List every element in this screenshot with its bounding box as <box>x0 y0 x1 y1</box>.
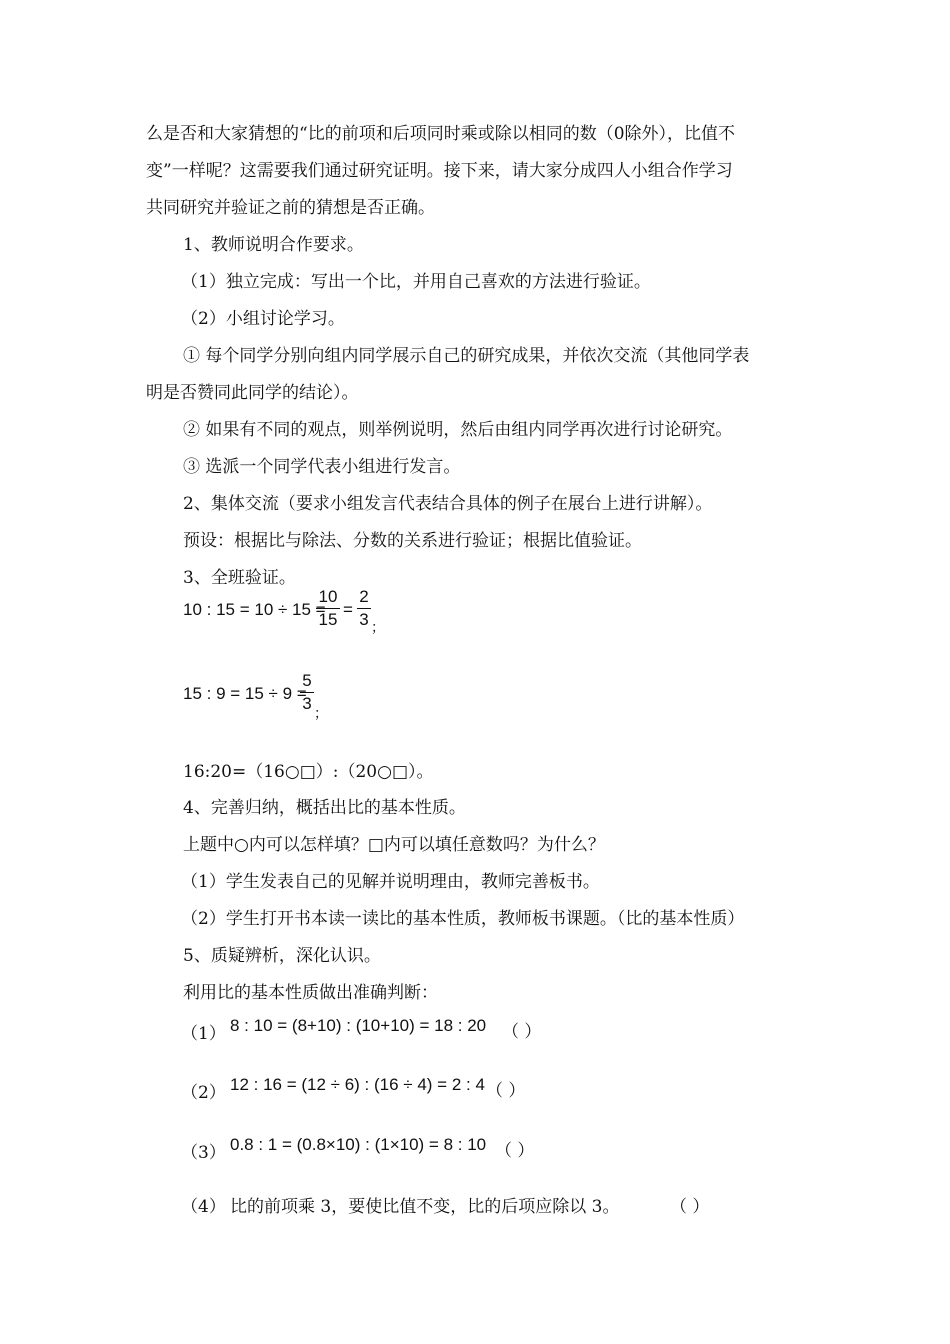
fraction-2-3 <box>357 588 371 629</box>
paragraph-line: 么是否和大家猜想的“比的前项和后项同时乘或除以相同的数（0除外），比值不 <box>146 124 736 144</box>
answer-paren: （ ） <box>670 1197 710 1217</box>
paragraph-line: （2）小组讨论学习。 <box>181 309 345 329</box>
item-expression: 0.8 : 1 = (0.8×10) : (1×10) = 8 : 10 <box>230 1135 487 1154</box>
equals-sign: = <box>343 600 353 619</box>
item-label: （3） <box>181 1143 226 1163</box>
semicolon: ； <box>314 706 328 722</box>
paragraph-line: （2）学生打开书本读一读比的基本性质，教师板书课题。（比的基本性质） <box>181 909 745 929</box>
answer-paren: （ ） <box>486 1081 526 1101</box>
paragraph-line: 共同研究并验证之前的猜想是否正确。 <box>146 198 435 218</box>
denominator: 3 <box>359 610 369 629</box>
section-heading: 3、全班验证。 <box>183 568 296 588</box>
answer-paren: （ ） <box>495 1141 535 1161</box>
paragraph-line: 利用比的基本性质做出准确判断： <box>183 983 438 1003</box>
item-expression: 12 : 16 = (12 ÷ 6) : (16 ÷ 4) = 2 : 4 <box>230 1075 485 1094</box>
item-label: （1） <box>181 1024 226 1044</box>
section-heading: 2、集体交流（要求小组发言代表结合具体的例子在展台上进行讲解）。 <box>183 494 713 514</box>
paragraph-line: 明是否赞同此同学的结论）。 <box>146 383 359 403</box>
paragraph-line: ③ 选派一个同学代表小组进行发言。 <box>183 457 461 477</box>
item-label: （2） <box>181 1083 226 1103</box>
section-heading: 4、完善归纳，概括出比的基本性质。 <box>183 798 466 818</box>
item-expression: 8 : 10 = (8+10) : (10+10) = 18 : 20 <box>230 1016 487 1035</box>
numerator: 2 <box>359 587 369 606</box>
paragraph-line: （1）独立完成：写出一个比，并用自己喜欢的方法进行验证。 <box>181 272 651 292</box>
fraction-10-15 <box>316 588 340 629</box>
section-heading: 1、教师说明合作要求。 <box>183 235 364 255</box>
item-expression: 比的前项乘 3，要使比值不变，比的后项应除以 3。 <box>230 1197 620 1217</box>
numerator: 10 <box>318 587 338 606</box>
paragraph-line: 变”一样呢？这需要我们通过研究证明。接下来，请大家分成四人小组合作学习 <box>146 161 733 181</box>
paragraph-line: 预设：根据比与除法、分数的关系进行验证；根据比值验证。 <box>183 531 642 551</box>
paragraph-line: （1）学生发表自己的见解并说明理由，教师完善板书。 <box>181 872 600 892</box>
paragraph-line: ① 每个同学分别向组内同学展示自己的研究成果，并依次交流（其他同学表 <box>183 346 750 366</box>
equation-lhs: 10 : 15 = 10 ÷ 15 = <box>183 600 326 619</box>
equation-lhs: 15 : 9 = 15 ÷ 9 = <box>183 684 307 703</box>
item-label: （4） <box>181 1197 226 1217</box>
paragraph-line: 16:20=（16○□）:（20○□）。 <box>183 762 434 782</box>
paragraph-line: ② 如果有不同的观点，则举例说明，然后由组内同学再次进行讨论研究。 <box>183 420 733 440</box>
section-heading: 5、质疑辨析，深化认识。 <box>183 946 381 966</box>
paragraph-line: 上题中○内可以怎样填？□内可以填任意数吗？为什么？ <box>183 835 605 855</box>
numerator: 5 <box>302 671 312 690</box>
denominator: 3 <box>302 694 312 713</box>
denominator: 15 <box>318 610 338 629</box>
semicolon: ； <box>371 620 385 636</box>
fraction-5-3 <box>300 672 314 713</box>
answer-paren: （ ） <box>502 1022 542 1042</box>
